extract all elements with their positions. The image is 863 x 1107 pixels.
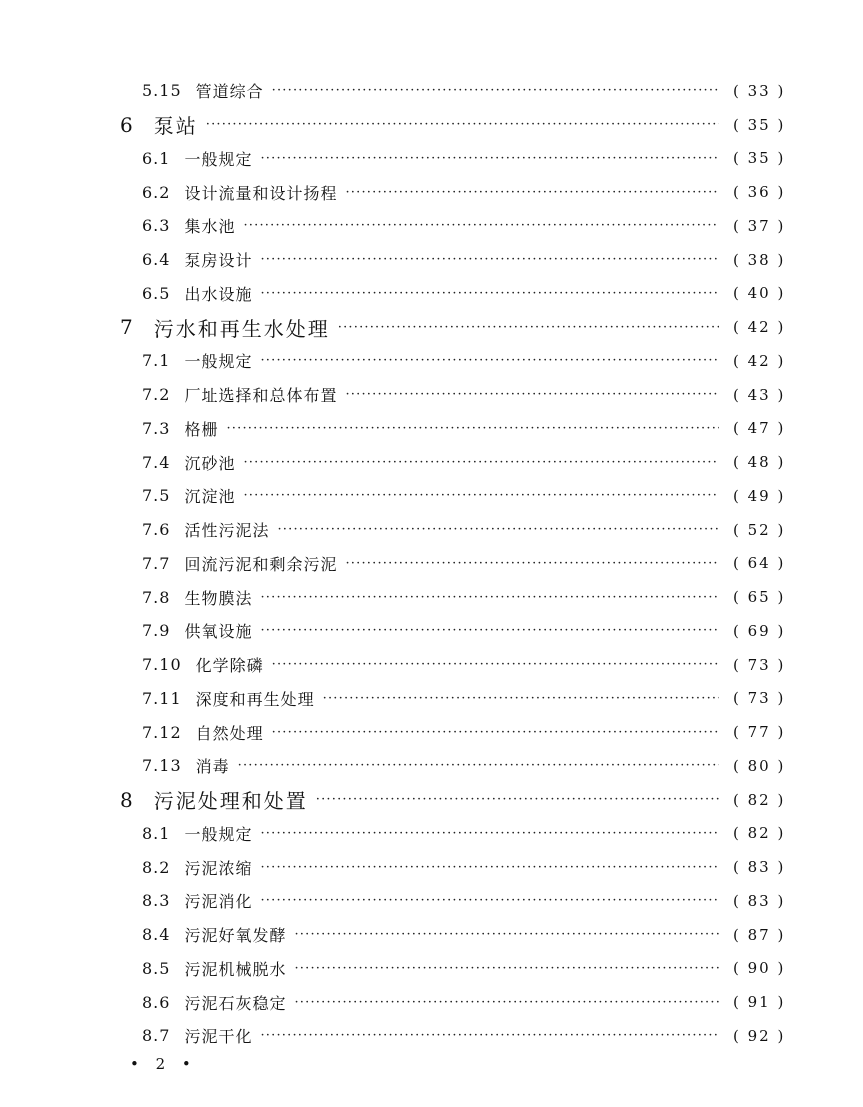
section-number: 7.12 (142, 722, 182, 742)
dot-leader (260, 590, 719, 605)
toc-entry[interactable] (0, 985, 863, 1019)
toc-chapter-entry[interactable] (0, 310, 863, 344)
section-number: 8.1 (142, 823, 171, 843)
chapter-title: 泵站 (153, 114, 198, 139)
section-number: 7.8 (142, 587, 171, 607)
section-title: 设计流量和设计扬程 (184, 183, 338, 203)
section-number: 6.1 (142, 148, 171, 168)
section-number: 8.4 (142, 925, 171, 945)
toc-entry[interactable] (0, 175, 863, 209)
section-number: 6.5 (142, 283, 171, 303)
page-ref: ( 36 ) (733, 183, 786, 202)
dot-leader (294, 961, 719, 976)
dot-leader (345, 185, 719, 200)
section-number: 7.3 (142, 418, 171, 438)
page-ref: ( 91 ) (733, 993, 786, 1012)
toc-entry[interactable] (0, 344, 863, 378)
dot-leader (226, 421, 719, 436)
section-title: 自然处理 (195, 723, 264, 743)
page-ref: ( 37 ) (733, 216, 786, 235)
dot-leader (260, 826, 719, 841)
dot-leader (345, 556, 719, 571)
section-number: 7.6 (142, 520, 171, 540)
page-ref: ( 82 ) (733, 824, 786, 843)
section-number: 7.11 (142, 688, 182, 708)
toc-entry[interactable] (0, 952, 863, 986)
page-ref: ( 35 ) (733, 115, 786, 134)
section-number: 8.7 (142, 1026, 171, 1046)
page-ref: ( 73 ) (733, 655, 786, 674)
toc-entry[interactable] (0, 479, 863, 513)
section-title: 出水设施 (184, 284, 253, 304)
section-number: 7.2 (142, 385, 171, 405)
section-title: 泵房设计 (184, 251, 253, 271)
section-title: 沉淀池 (184, 487, 236, 507)
section-title: 一般规定 (184, 149, 253, 169)
page-ref: ( 83 ) (733, 891, 786, 910)
toc-chapter-entry[interactable] (0, 108, 863, 142)
toc-entry[interactable] (0, 682, 863, 716)
page-ref: ( 42 ) (733, 351, 786, 370)
dot-leader (260, 151, 719, 166)
section-title: 格栅 (184, 419, 219, 439)
section-number: 7.13 (142, 756, 182, 776)
page-ref: ( 43 ) (733, 385, 786, 404)
dot-leader (272, 83, 719, 98)
toc-entry[interactable] (0, 412, 863, 446)
toc-entry[interactable] (0, 884, 863, 918)
dot-leader (260, 1028, 719, 1043)
section-title: 一般规定 (184, 824, 253, 844)
dot-leader (272, 725, 719, 740)
section-title: 集水池 (184, 217, 236, 237)
dot-leader (260, 353, 719, 368)
dot-leader (323, 691, 719, 706)
page-ref: ( 52 ) (733, 520, 786, 539)
toc-entry[interactable] (0, 547, 863, 581)
section-title: 一般规定 (184, 352, 253, 372)
page-ref: ( 38 ) (733, 250, 786, 269)
page-ref: ( 87 ) (733, 925, 786, 944)
section-title: 消毒 (195, 757, 230, 777)
dot-leader (316, 792, 719, 807)
section-title: 活性污泥法 (184, 521, 270, 541)
page-ref: ( 80 ) (733, 756, 786, 775)
toc-entry[interactable] (0, 445, 863, 479)
dot-leader (272, 657, 719, 672)
dot-leader (260, 860, 719, 875)
page-ref: ( 40 ) (733, 284, 786, 303)
page-ref: ( 90 ) (733, 959, 786, 978)
table-of-contents (0, 74, 863, 1053)
chapter-title: 污泥处理和处置 (153, 789, 308, 814)
toc-chapter-entry[interactable] (0, 783, 863, 817)
section-number: 5.15 (142, 81, 182, 101)
page-ref: ( 82 ) (733, 790, 786, 809)
dot-leader (338, 320, 719, 335)
dot-leader (277, 522, 719, 537)
page-ref: ( 64 ) (733, 554, 786, 573)
section-title: 沉砂池 (184, 453, 236, 473)
dot-leader (206, 117, 719, 132)
section-title: 回流污泥和剩余污泥 (184, 554, 338, 574)
section-number: 7.1 (142, 351, 171, 371)
section-number: 7.5 (142, 486, 171, 506)
section-number: 7.7 (142, 553, 171, 573)
section-title: 生物膜法 (184, 588, 253, 608)
toc-entry[interactable] (0, 648, 863, 682)
section-number: 6.3 (142, 216, 171, 236)
page-ref: ( 47 ) (733, 419, 786, 438)
toc-entry[interactable] (0, 513, 863, 547)
toc-entry[interactable] (0, 918, 863, 952)
dot-leader (260, 893, 719, 908)
dot-leader (294, 995, 719, 1010)
toc-entry[interactable] (0, 142, 863, 176)
toc-entry[interactable] (0, 277, 863, 311)
toc-entry[interactable] (0, 1019, 863, 1053)
section-title: 污泥机械脱水 (184, 959, 287, 979)
section-title: 污泥干化 (184, 1027, 253, 1047)
toc-entry[interactable] (0, 243, 863, 277)
section-number: 8.3 (142, 891, 171, 911)
page-ref: ( 65 ) (733, 588, 786, 607)
toc-entry[interactable] (0, 817, 863, 851)
page-ref: ( 48 ) (733, 453, 786, 472)
section-title: 供氧设施 (184, 622, 253, 642)
toc-entry[interactable] (0, 850, 863, 884)
toc-entry[interactable] (0, 580, 863, 614)
section-number: 7.10 (142, 655, 182, 675)
section-number: 7.4 (142, 452, 171, 472)
toc-entry[interactable] (0, 614, 863, 648)
chapter-title: 污水和再生水处理 (153, 316, 330, 341)
dot-leader (260, 252, 719, 267)
dot-leader (260, 286, 719, 301)
page-ref: ( 73 ) (733, 689, 786, 708)
dot-leader (243, 455, 719, 470)
page-ref: ( 77 ) (733, 723, 786, 742)
page-ref: ( 33 ) (733, 81, 786, 100)
dot-leader (243, 488, 719, 503)
section-title: 污泥好氧发酵 (184, 926, 287, 946)
section-title: 深度和再生处理 (195, 689, 315, 709)
page-ref: ( 69 ) (733, 621, 786, 640)
section-title: 管道综合 (195, 82, 264, 102)
section-title: 厂址选择和总体布置 (184, 386, 338, 406)
page-ref: ( 35 ) (733, 149, 786, 168)
page-ref: ( 83 ) (733, 858, 786, 877)
section-title: 污泥石灰稳定 (184, 993, 287, 1013)
toc-entry[interactable] (0, 209, 863, 243)
toc-entry[interactable] (0, 378, 863, 412)
dot-leader (345, 387, 719, 402)
page-ref: ( 42 ) (733, 318, 786, 337)
section-title: 污泥浓缩 (184, 858, 253, 878)
dot-leader (238, 758, 719, 773)
chapter-number: 7 (120, 315, 134, 340)
chapter-number: 6 (120, 112, 134, 137)
toc-entry[interactable] (0, 74, 863, 108)
section-title: 污泥消化 (184, 892, 253, 912)
section-title: 化学除磷 (195, 656, 264, 676)
page-ref: ( 49 ) (733, 486, 786, 505)
chapter-number: 8 (120, 787, 134, 812)
dot-leader (243, 218, 719, 233)
page-ref: ( 92 ) (733, 1026, 786, 1045)
section-number: 8.6 (142, 992, 171, 1012)
section-number: 8.5 (142, 958, 171, 978)
section-number: 6.4 (142, 250, 171, 270)
dot-leader (294, 927, 719, 942)
toc-entry[interactable] (0, 715, 863, 749)
section-number: 7.9 (142, 621, 171, 641)
section-number: 8.2 (142, 857, 171, 877)
dot-leader (260, 623, 719, 638)
section-number: 6.2 (142, 182, 171, 202)
toc-entry[interactable] (0, 749, 863, 783)
page-number: • 2 • (130, 1055, 197, 1073)
